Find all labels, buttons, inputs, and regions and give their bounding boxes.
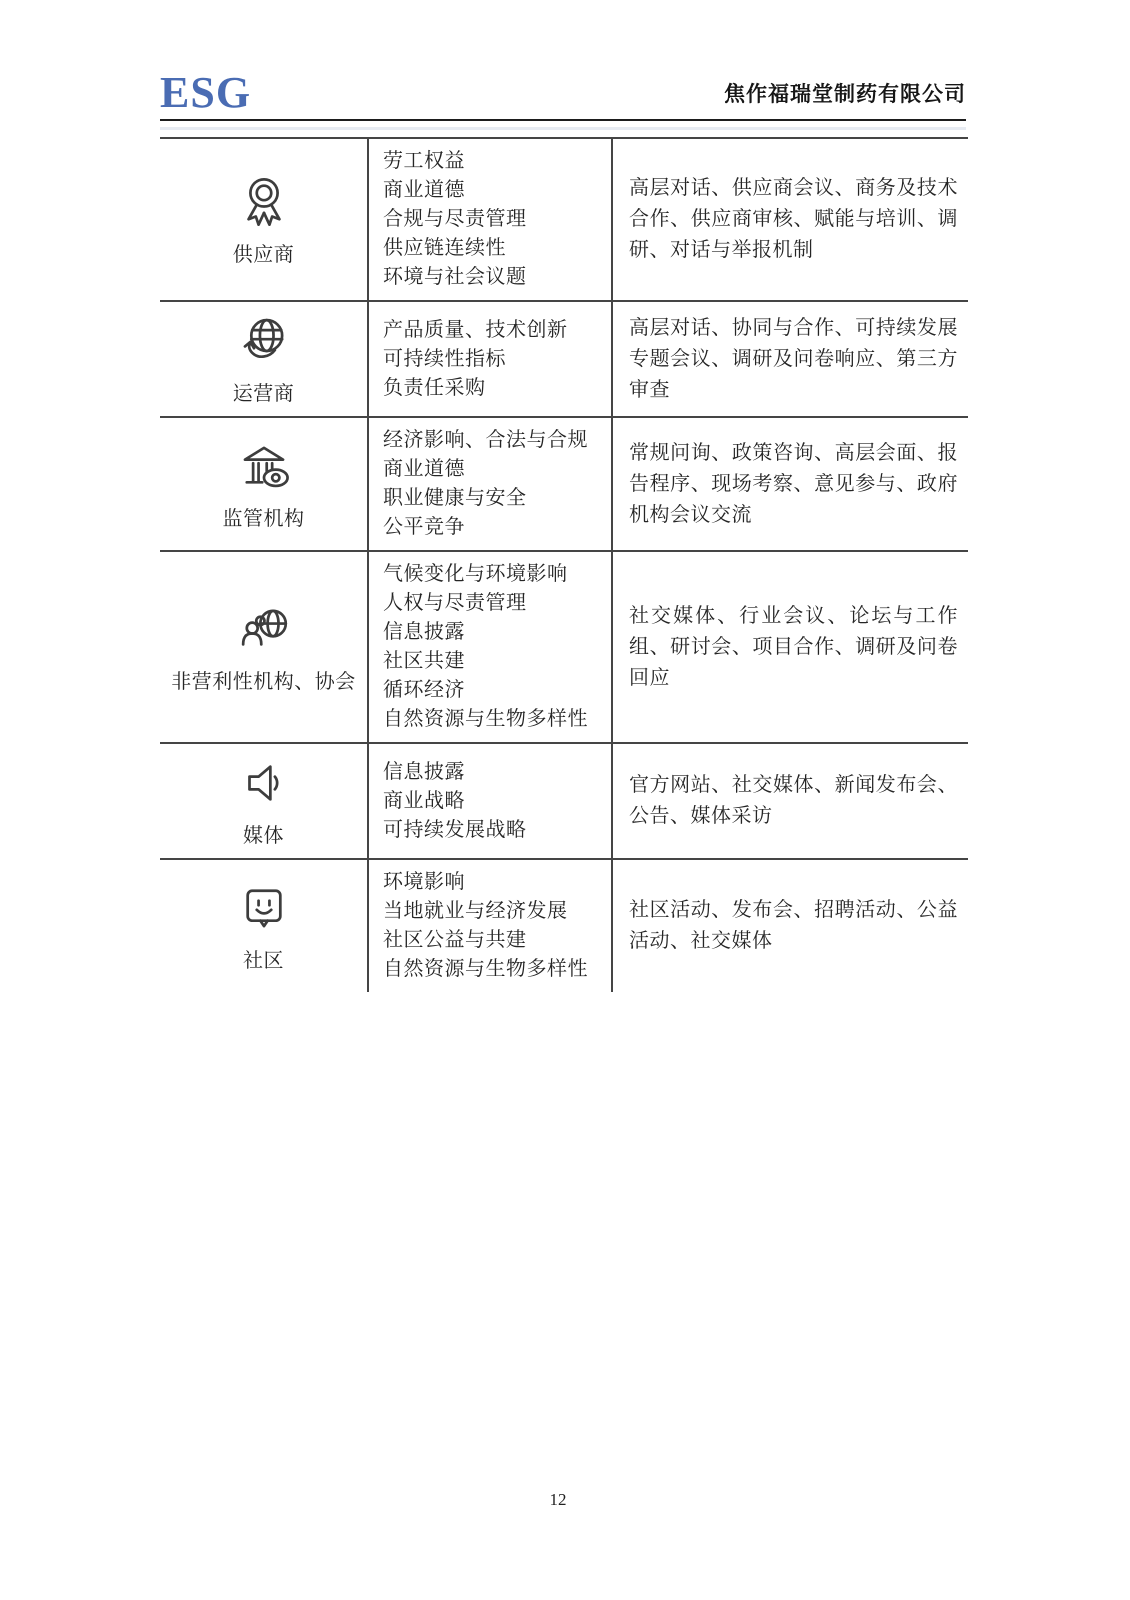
topics-cell: [369, 552, 613, 742]
topics-cell: [369, 744, 613, 858]
company-name: 焦作福瑞堂制药有限公司: [724, 82, 966, 106]
table-row: [160, 137, 968, 300]
table-row: [160, 416, 968, 550]
topic-item: 职业健康与安全: [383, 487, 527, 509]
topic-item: 社区公益与共建: [383, 929, 527, 951]
topic-item: 商业战略: [383, 789, 465, 812]
topic-item: 自然资源与生物多样性: [383, 708, 588, 730]
stakeholder-table: [160, 137, 968, 992]
topic-item: 可持续性指标: [383, 347, 506, 370]
stakeholder-label: 监管机构: [222, 508, 305, 530]
methods-text: 高层对话、供应商会议、商务及技术合作、供应商审核、赋能与培训、调研、对话与举报机制: [629, 177, 958, 261]
topic-item: 商业道德: [383, 179, 465, 201]
topic-item: 经济影响、合法与合规: [383, 429, 588, 451]
stakeholder-label: 非营利性机构、协会: [171, 671, 356, 693]
topic-item: 环境影响: [383, 871, 465, 893]
stakeholder-cell: [160, 860, 369, 992]
esg-logo: ESG: [160, 68, 252, 117]
people-globe-icon: [235, 600, 293, 658]
stakeholder-label: 运营商: [232, 383, 295, 405]
methods-cell: [613, 552, 968, 742]
topic-item: 可持续发展战略: [383, 818, 527, 841]
methods-text: 高层对话、协同与合作、可持续发展专题会议、调研及问卷响应、第三方审查: [629, 316, 958, 401]
methods-cell: [613, 139, 968, 300]
topic-item: 自然资源与生物多样性: [383, 958, 588, 980]
stakeholder-cell: [160, 302, 369, 416]
stakeholder-label: 供应商: [232, 243, 295, 266]
methods-cell: [613, 418, 968, 550]
stakeholder-label: 社区: [243, 950, 284, 972]
globe-arrow-icon: [235, 312, 293, 370]
header-rule-shadow: [160, 127, 966, 130]
table-row: [160, 858, 968, 992]
methods-cell: [613, 302, 968, 416]
topic-item: 商业道德: [383, 458, 465, 480]
stakeholder-cell: [160, 744, 369, 858]
methods-text: 社交媒体、行业会议、论坛与工作组、研讨会、项目合作、调研及问卷回应: [629, 604, 958, 689]
table-row: [160, 550, 968, 742]
page-header: [160, 70, 966, 121]
methods-text: 官方网站、社交媒体、新闻发布会、公告、媒体采访: [629, 774, 958, 827]
stakeholder-cell: [160, 552, 369, 742]
methods-cell: [613, 744, 968, 858]
table-row: [160, 300, 968, 416]
smiley-bubble-icon: [235, 879, 293, 937]
topic-item: 信息披露: [383, 621, 465, 643]
topic-item: 信息披露: [383, 760, 465, 783]
topic-item: 环境与社会议题: [383, 266, 527, 288]
topics-cell: [369, 139, 613, 300]
topic-item: 人权与尽责管理: [383, 592, 527, 614]
topic-item: 供应链连续性: [383, 237, 506, 259]
topic-item: 产品质量、技术创新: [383, 318, 568, 341]
stakeholder-cell: [160, 418, 369, 550]
topic-item: 气候变化与环境影响: [383, 563, 568, 585]
methods-cell: [613, 860, 968, 992]
topic-item: 合规与尽责管理: [383, 208, 527, 230]
stakeholder-cell: [160, 139, 369, 300]
page-number: 12: [549, 1490, 567, 1509]
topic-item: 公平竞争: [383, 516, 465, 538]
topic-item: 劳工权益: [383, 150, 465, 172]
topics-cell: [369, 418, 613, 550]
methods-text: 社区活动、发布会、招聘活动、公益活动、社交媒体: [629, 899, 958, 952]
medal-icon: [235, 173, 293, 231]
topics-cell: [369, 860, 613, 992]
topic-item: 社区共建: [383, 650, 465, 672]
topic-item: 负责任采购: [383, 376, 486, 399]
topics-cell: [369, 302, 613, 416]
table-row: [160, 742, 968, 858]
methods-text: 常规问询、政策咨询、高层会面、报告程序、现场考察、意见参与、政府机构会议交流: [629, 441, 958, 526]
bank-eye-icon: [235, 437, 293, 495]
speaker-icon: [235, 754, 293, 812]
topic-item: 当地就业与经济发展: [383, 900, 568, 922]
stakeholder-label: 媒体: [243, 825, 284, 847]
topic-item: 循环经济: [383, 679, 465, 701]
